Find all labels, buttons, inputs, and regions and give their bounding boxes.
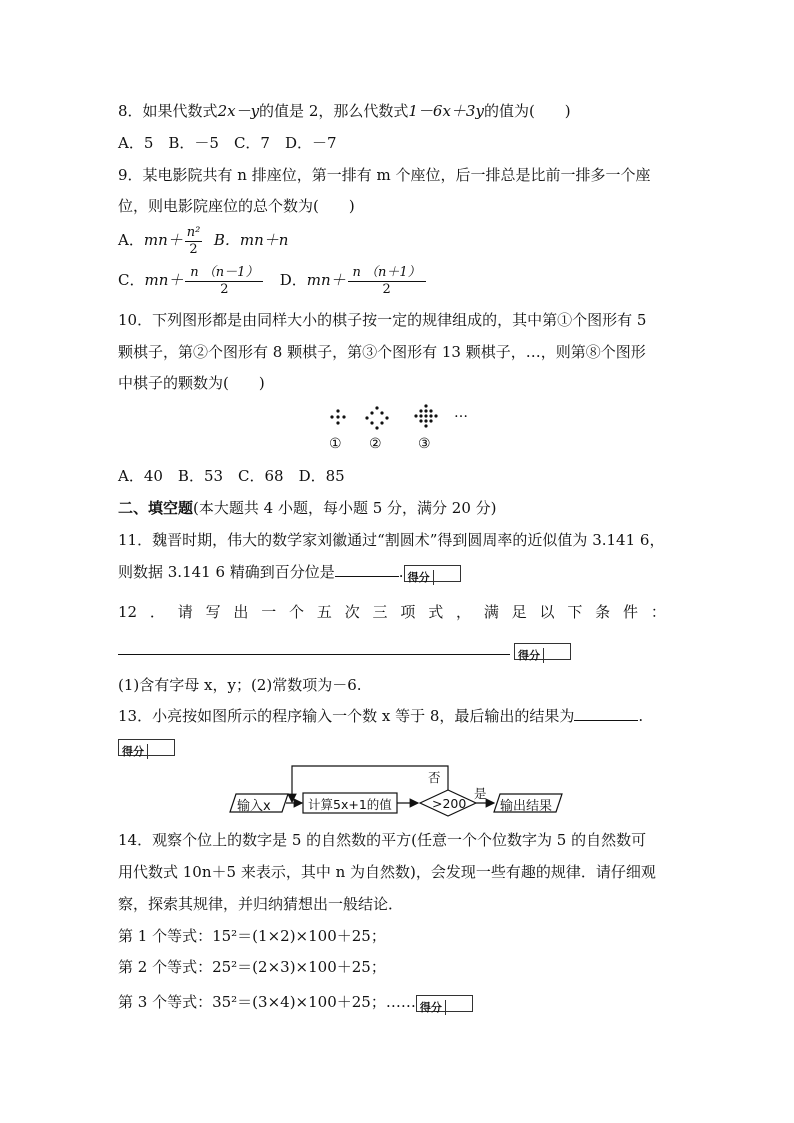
score-blank[interactable] bbox=[148, 740, 174, 755]
section-2-title: 二、填空题 bbox=[118, 499, 194, 517]
chess-piece bbox=[370, 421, 373, 424]
q11-line2 bbox=[118, 562, 461, 582]
q11-text: 则数据 3.141 6 精确到百分位是 bbox=[118, 563, 335, 581]
q13-flowchart bbox=[228, 760, 568, 820]
q13-text: 13．小亮按如图所示的程序输入一个数 x 等于 8，最后输出的结果为 bbox=[118, 707, 575, 725]
chess-piece bbox=[419, 414, 422, 417]
q13-score-box bbox=[118, 739, 175, 756]
q12-score-box bbox=[514, 643, 571, 660]
q13-end: . bbox=[638, 707, 644, 725]
q12-conditions: (1)含有字母 x，y；(2)常数项为－6. bbox=[118, 676, 362, 694]
q12-char: 五 bbox=[316, 603, 332, 621]
q10-figures bbox=[320, 403, 480, 453]
chess-piece bbox=[424, 409, 427, 412]
q13-score-row bbox=[118, 736, 175, 756]
q12-char: 满 bbox=[483, 603, 499, 621]
q14-line3: 察，探索其规律，并归纳猜想出一般结论． bbox=[118, 895, 404, 913]
q8-mid: 的值是 2，那么代数式 bbox=[259, 102, 409, 120]
fraction-denominator: 2 bbox=[185, 241, 203, 258]
q9-option-c-label: C． bbox=[118, 271, 145, 289]
q12-char: 请 bbox=[177, 603, 193, 621]
chess-piece bbox=[380, 411, 383, 414]
score-label: 得分 bbox=[515, 648, 544, 663]
q10-figure-label-2: ② bbox=[369, 436, 382, 452]
q11-line1: 11．魏晋时期，伟大的数学家刘徽通过“割圆术”得到圆周率的近似值为 3.141 6， bbox=[118, 531, 665, 549]
q10-line3: 中棋子的颗数为( ) bbox=[118, 374, 265, 392]
fraction-numerator: n² bbox=[186, 224, 201, 240]
q14-score-box bbox=[416, 995, 473, 1012]
q14-equation-3: 第 3 个等式：35²＝(3×4)×100＋25； bbox=[118, 993, 386, 1011]
q12-answer-row bbox=[118, 636, 571, 660]
q12-char: 足 bbox=[511, 603, 527, 621]
q12-char: 式 bbox=[428, 603, 444, 621]
q8-end: 的值为( ) bbox=[483, 102, 571, 120]
q11-answer-blank[interactable] bbox=[335, 562, 399, 577]
flow-compute-label: 计算5x+1的值 bbox=[308, 797, 392, 812]
q10-line2: 颗棋子，第②个图形有 8 颗棋子，第③个图形有 13 颗棋子，…，则第⑧个图形 bbox=[118, 343, 646, 361]
score-blank[interactable] bbox=[544, 644, 570, 659]
chess-piece bbox=[375, 426, 378, 429]
chess-piece bbox=[365, 416, 368, 419]
q12-char: 下 bbox=[567, 603, 583, 621]
q14-ellipsis: …… bbox=[385, 993, 416, 1011]
flow-output-label: 输出结果 bbox=[500, 799, 553, 814]
q14-equation-1: 第 1 个等式：15²＝(1×2)×100＋25； bbox=[118, 927, 386, 945]
q9-line1: 9．某电影院共有 n 排座位，第一排有 m 个座位，后一排总是比前一排多一个座 bbox=[118, 166, 651, 184]
chess-piece bbox=[429, 409, 432, 412]
score-blank[interactable] bbox=[446, 996, 472, 1011]
q9-options-cd bbox=[118, 262, 428, 298]
flow-yes-label: 是 bbox=[474, 786, 487, 801]
score-label: 得分 bbox=[405, 570, 434, 585]
q12-char: 写 bbox=[205, 603, 221, 621]
fraction-denominator: 2 bbox=[348, 281, 426, 298]
chess-piece bbox=[424, 419, 427, 422]
q8-options: A．5 B．－5 C．7 D．－7 bbox=[118, 134, 337, 152]
q9-option-a-expr: mn＋ bbox=[143, 231, 183, 249]
q12-char: 条 bbox=[595, 603, 611, 621]
q13-stem bbox=[118, 706, 643, 726]
chess-piece bbox=[330, 415, 333, 418]
chess-piece bbox=[424, 414, 427, 417]
q8-expr1: 2x－y bbox=[217, 102, 260, 120]
q12-char: 12 bbox=[118, 603, 138, 621]
chess-piece bbox=[385, 416, 388, 419]
q10-line1: 10．下列图形都是由同样大小的棋子按一定的规律组成的，其中第①个图形有 5 bbox=[118, 311, 647, 329]
q12-char: 出 bbox=[233, 603, 249, 621]
q10-figure-label-3: ③ bbox=[418, 436, 431, 452]
q9-option-c-expr: mn＋ bbox=[144, 271, 184, 289]
q10-figure-ellipsis: … bbox=[454, 405, 468, 421]
chess-piece bbox=[414, 414, 417, 417]
q9-option-b: B．mn＋n bbox=[213, 231, 289, 249]
flow-condition-label: >200 bbox=[432, 796, 467, 811]
fraction-numerator: n （n－1） bbox=[190, 264, 259, 280]
q12-char: 项 bbox=[400, 603, 416, 621]
chess-piece bbox=[434, 414, 437, 417]
score-blank[interactable] bbox=[434, 566, 460, 581]
fraction-numerator: n （n＋1） bbox=[352, 264, 421, 280]
section-2-heading bbox=[118, 498, 497, 518]
q14-line1: 14．观察个位上的数字是 5 的自然数的平方(任意一个个位数字为 5 的自然数可 bbox=[118, 831, 647, 849]
q8-stem bbox=[118, 101, 571, 121]
chess-piece bbox=[424, 424, 427, 427]
q9-line2: 位，则电影院座位的总个数为( ) bbox=[118, 197, 355, 215]
chess-piece bbox=[375, 406, 378, 409]
q9-option-a-label: A． bbox=[118, 231, 144, 249]
q12-char: 次 bbox=[344, 603, 360, 621]
chess-piece bbox=[370, 411, 373, 414]
q12-char: 一 bbox=[261, 603, 277, 621]
q12-char: ． bbox=[149, 603, 165, 621]
chess-piece bbox=[419, 409, 422, 412]
q9-option-c-fraction bbox=[185, 265, 263, 298]
flow-no-label: 否 bbox=[428, 770, 441, 785]
chess-piece bbox=[429, 414, 432, 417]
q8-text: 如果代数式 bbox=[142, 102, 218, 120]
q12-char: 以 bbox=[539, 603, 555, 621]
q8-number: 8． bbox=[118, 102, 143, 120]
q9-option-d-label: D． bbox=[279, 271, 307, 289]
fraction-denominator: 2 bbox=[185, 281, 263, 298]
q8-expr2: 1－6x＋3y bbox=[408, 102, 484, 120]
q13-answer-blank[interactable] bbox=[574, 706, 638, 721]
q14-equation-2: 第 2 个等式：25²＝(2×3)×100＋25； bbox=[118, 958, 386, 976]
q12-char: ： bbox=[650, 603, 666, 621]
q10-options: A．40 B．53 C．68 D．85 bbox=[118, 467, 345, 485]
q14-equation-3-row bbox=[118, 992, 473, 1012]
section-2-note: (本大题共 4 小题，每小题 5 分，满分 20 分) bbox=[193, 499, 497, 517]
q11-end: . bbox=[398, 563, 404, 581]
q9-option-a-fraction bbox=[185, 225, 203, 258]
chess-piece bbox=[336, 421, 339, 424]
chess-piece bbox=[336, 409, 339, 412]
q12-line1 bbox=[118, 602, 666, 622]
q10-figure-label-1: ① bbox=[329, 436, 342, 452]
q12-answer-blank[interactable] bbox=[118, 636, 510, 655]
q9-option-d-fraction bbox=[348, 265, 426, 298]
chess-piece bbox=[429, 419, 432, 422]
q12-char: 件 bbox=[622, 603, 638, 621]
score-label: 得分 bbox=[417, 1000, 446, 1015]
score-label: 得分 bbox=[119, 744, 148, 759]
q11-score-box bbox=[404, 565, 461, 582]
q14-line2: 用代数式 10n＋5 来表示，其中 n 为自然数)，会发现一些有趣的规律．请仔细观 bbox=[118, 863, 656, 881]
q12-char: 三 bbox=[372, 603, 388, 621]
q12-char: 个 bbox=[289, 603, 305, 621]
flow-input-label: 输入x bbox=[237, 799, 271, 814]
q9-option-d-expr: mn＋ bbox=[306, 271, 346, 289]
q9-options-ab bbox=[118, 222, 288, 258]
chess-piece bbox=[336, 415, 339, 418]
q12-char: ， bbox=[456, 603, 472, 621]
chess-piece bbox=[380, 421, 383, 424]
chess-piece bbox=[419, 419, 422, 422]
chess-piece bbox=[424, 404, 427, 407]
chess-piece bbox=[342, 415, 345, 418]
